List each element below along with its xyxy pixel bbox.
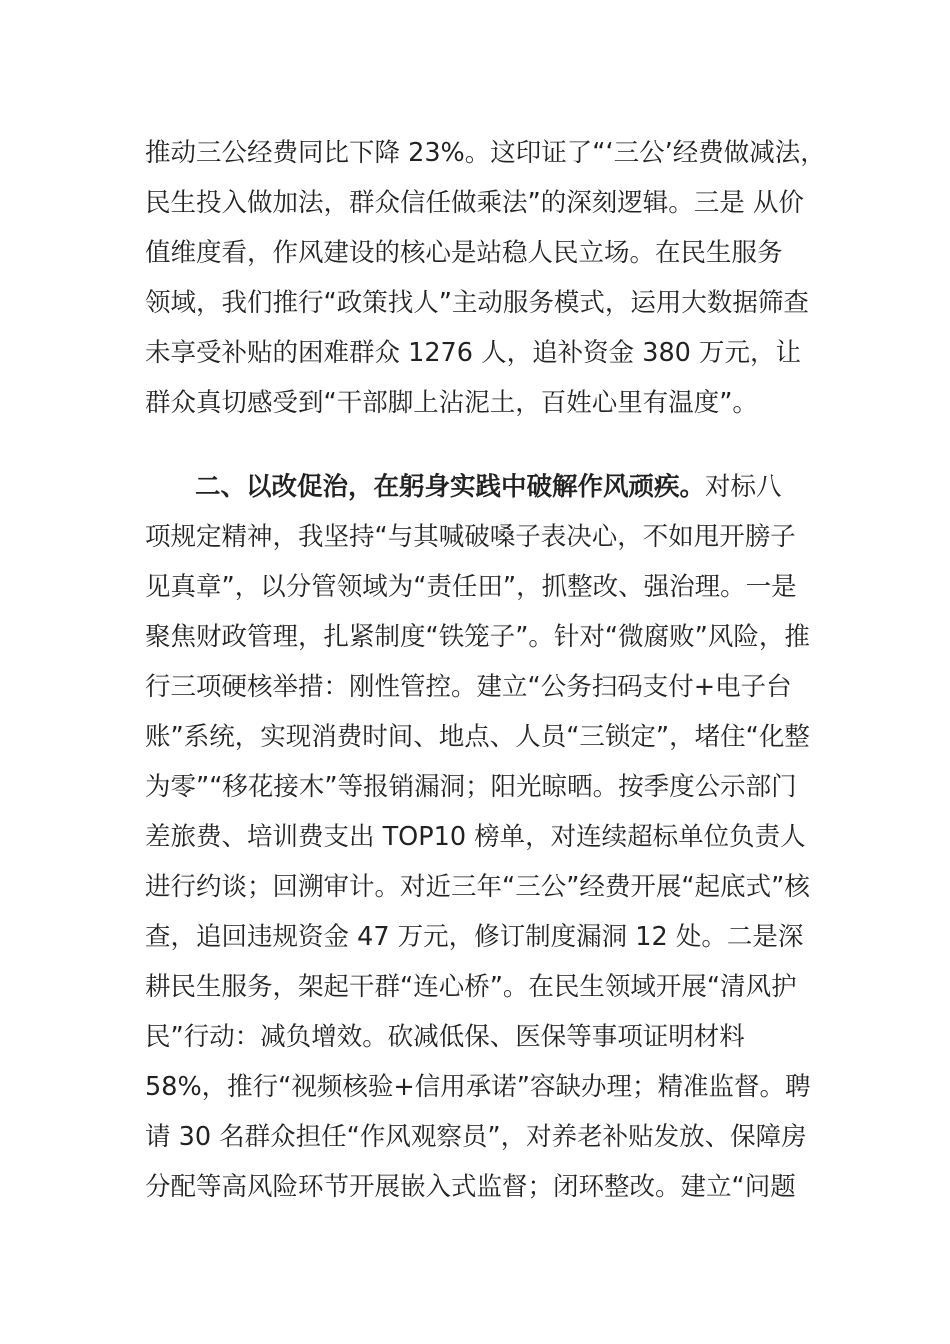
- text-line: 请 30 名群众担任“作风观察员”，对养老补贴发放、保障房: [145, 1122, 807, 1152]
- text-line: 民生投入做加法，群众信任做乘法”的深刻逻辑。三是 从价: [145, 188, 804, 218]
- text-line: 民”行动：减负增效。砍减低保、医保等事项证明材料: [145, 1022, 745, 1052]
- paragraph-1: [145, 128, 826, 428]
- text-line: 账”系统，实现消费时间、地点、人员“三锁定”，堵住“化整: [145, 722, 810, 752]
- text-line: 进行约谈；回溯审计。对近三年“三公”经费开展“起底式”核: [145, 872, 810, 902]
- text-line: 见真章”，以分管领域为“责任田”，抓整改、强治理。一是: [145, 572, 797, 602]
- text-line: 群众真切感受到“干部脚上沾泥土，百姓心里有温度”。: [145, 388, 758, 418]
- text-line: 为零”“移花接木”等报销漏洞；阳光晾晒。按季度公示部门: [145, 772, 797, 802]
- text-line: 项规定精神，我坚持“与其喊破嗓子表决心，不如甩开膀子: [145, 522, 796, 552]
- text-line: 分配等高风险环节开展嵌入式监督；闭环整改。建立“问题: [145, 1172, 796, 1202]
- text-line: 未享受补贴的困难群众 1276 人，追补资金 380 万元，让: [145, 338, 801, 368]
- text-line: 查，追回违规资金 47 万元，修订制度漏洞 12 处。二是深: [145, 922, 804, 952]
- text-line: 领域，我们推行“政策找人”主动服务模式，运用大数据筛查: [145, 288, 809, 318]
- text-line: 值维度看，作风建设的核心是站稳人民立场。在民生服务: [145, 238, 783, 268]
- text-line: 聚焦财政管理，扎紧制度“铁笼子”。针对“微腐败”风险，推: [145, 622, 810, 652]
- text-line: 推动三公经费同比下降 23%。这印证了“‘三公’经费做减法，: [145, 138, 826, 168]
- text-line: 行三项硬核举措：刚性管控。建立“公务扫码支付+电子台: [145, 672, 792, 702]
- section-heading: 二、以改促治，在躬身实践中破解作风顽疾。: [195, 472, 706, 502]
- text-line: 58%，推行“视频核验+信用承诺”容缺办理；精准监督。聘: [145, 1072, 811, 1102]
- paragraph-2-first-line: [145, 462, 810, 512]
- text-line: 差旅费、培训费支出 TOP10 榜单，对连续超标单位负责人: [145, 822, 806, 852]
- paragraph-2: [145, 462, 810, 1212]
- heading-continuation: 对标八: [705, 472, 782, 502]
- text-line: 耕民生服务，架起干群“连心桥”。在民生领域开展“清风护: [145, 972, 797, 1002]
